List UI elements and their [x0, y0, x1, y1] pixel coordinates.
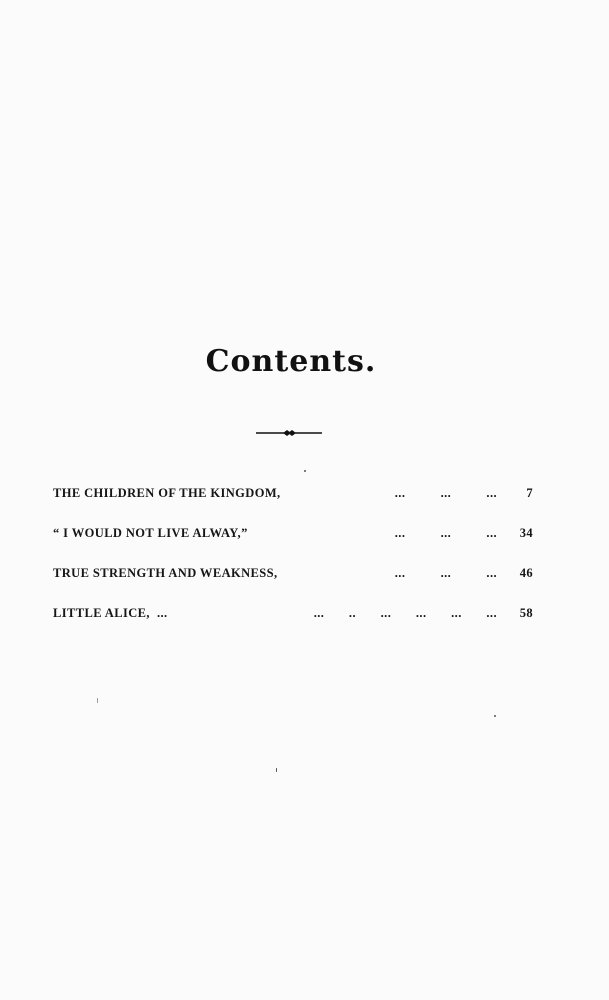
toc-entry[interactable]	[53, 566, 533, 586]
toc-entry[interactable]	[53, 606, 533, 626]
page-title: Contents.	[205, 344, 377, 379]
toc-page-number: 58	[519, 606, 533, 620]
scan-speck	[97, 698, 98, 703]
toc-page-number: 34	[519, 526, 533, 540]
ornament-divider	[256, 428, 322, 438]
scan-speck	[494, 715, 496, 717]
toc-entry[interactable]	[53, 526, 533, 546]
toc-leader-dots: ... ... ...	[394, 526, 497, 540]
toc-page-number: 46	[519, 566, 533, 580]
toc-entry-title: TRUE STRENGTH AND WEAKNESS,	[53, 566, 278, 580]
toc-page-number: 7	[526, 486, 533, 500]
toc-leader-dots: ... .. ... ... ... ...	[313, 606, 497, 620]
toc-leader-dots: ... ... ...	[394, 486, 497, 500]
toc-leader-dots: ... ... ...	[394, 566, 497, 580]
toc-entry[interactable]	[53, 486, 533, 506]
scan-speck	[276, 768, 277, 772]
toc-entry-title: THE CHILDREN OF THE KINGDOM,	[53, 486, 281, 500]
scan-speck	[304, 470, 306, 472]
toc-entry-title: “ I WOULD NOT LIVE ALWAY,”	[53, 526, 248, 540]
toc-entry-title: LITTLE ALICE, ...	[53, 606, 168, 620]
